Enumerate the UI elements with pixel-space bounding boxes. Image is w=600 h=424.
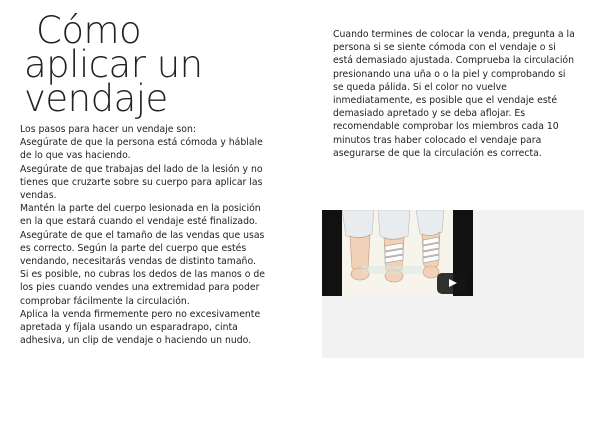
page-title	[24, 9, 284, 120]
step-paragraph: Mantén la parte del cuerpo lesionada en la posición en la que estará cuando el vendaje esté finalizado.	[20, 203, 261, 228]
video-embed[interactable]	[322, 210, 584, 358]
video-player[interactable]	[322, 210, 473, 296]
step-paragraph: Si es posible, no cubras los dedos de las manos o de los pies cuando vendes una extremidad para poder comprobar fácilmente la circulación.	[20, 269, 265, 307]
title-line-3: vendaje	[24, 77, 168, 120]
play-button[interactable]	[437, 273, 467, 294]
title-line-2: aplicar un	[24, 43, 203, 86]
step-paragraph: Asegúrate de que trabajas del lado de la lesión y no tienes que cruzarte sobre su cuerpo para aplicar las vendas.	[20, 163, 263, 202]
aftercare-text: Cuando termines de colocar la venda, pregunta a la persona si se siente cómoda con el vendaje o si está demasiado ajustada. Comprueba la circulación presionando una uña o o la piel y comprobando si se queda pálida. Si el color no vuelve inmediatamente, es posible que el vendaje esté demasiado apretado y se deba aflojar. Es recomendable comprobar los miembros cada 10 minutos tras haber colocado el vendaje para asegurarse de que la circulación es correcta.	[333, 29, 575, 159]
steps-text	[20, 123, 272, 347]
step-paragraph: Aplica la venda firmemente pero no excesivamente apretada y fíjala usando un esparadrapo, cinta adhesiva, un clip de vendaje o haciendo un nudo.	[20, 308, 261, 347]
step-paragraph: Asegúrate de que la persona está cómoda y háblale de lo que vas haciendo.	[20, 137, 263, 162]
step-paragraph: Asegúrate de que el tamaño de las vendas que usas es correcto. Según la parte del cuerpo que estés vendando, necesitarás vendas de distinto tamaño.	[20, 229, 265, 268]
title-line-1: Cómo	[36, 9, 142, 52]
steps-intro: Los pasos para hacer un vendaje son:	[20, 124, 196, 135]
